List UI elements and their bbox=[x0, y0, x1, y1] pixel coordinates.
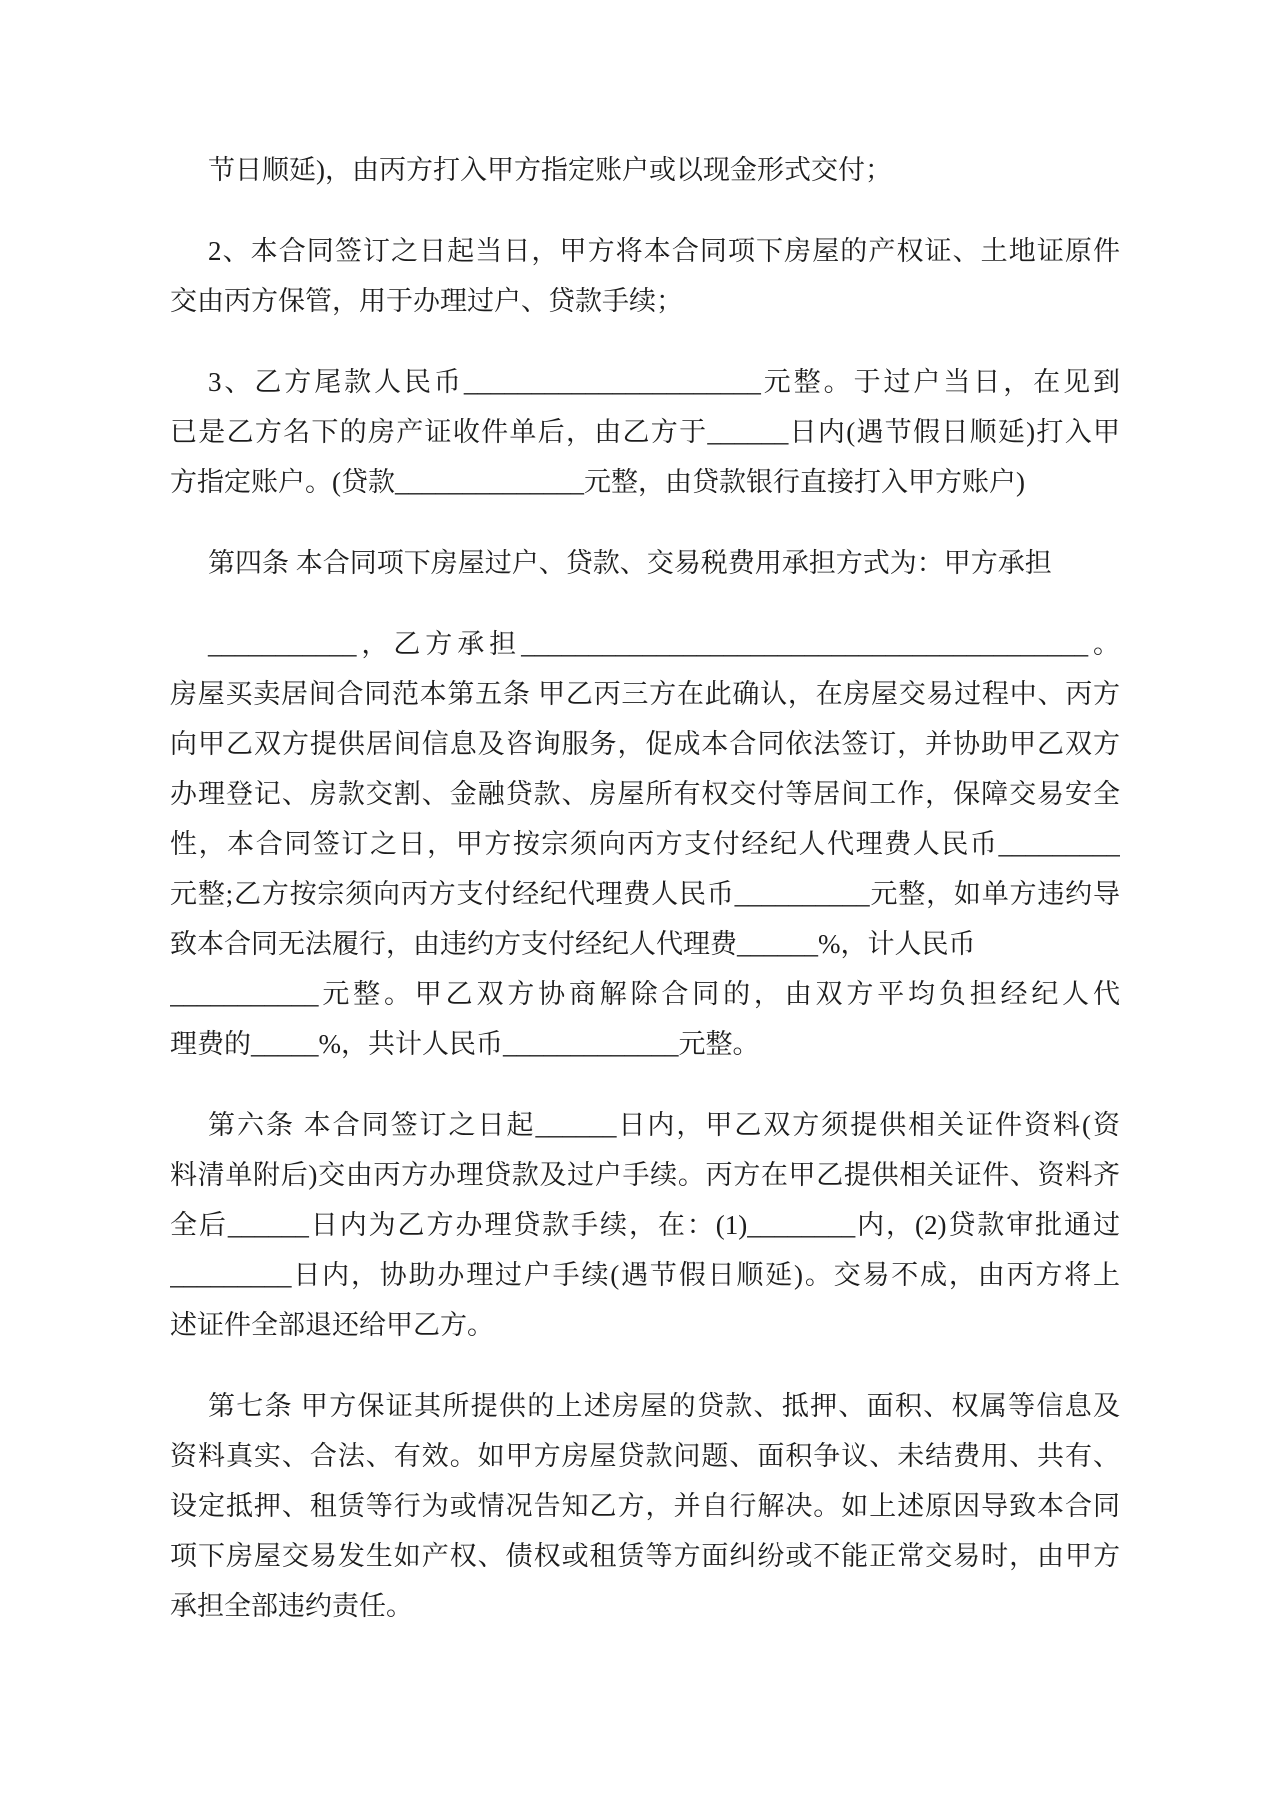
text-line: 致本合同无法履行，由违约方支付经纪人代理费______%，计人民币 bbox=[170, 929, 976, 959]
text-line: ___________，乙方承担__________________________________________。 bbox=[208, 629, 1120, 659]
text-line: 设定抵押、租赁等行为或情况告知乙方，并自行解决。如上述原因导致本合同 bbox=[170, 1491, 1120, 1521]
text-line: 第七条 甲方保证其所提供的上述房屋的贷款、抵押、面积、权属等信息及 bbox=[208, 1391, 1120, 1421]
text-line: ___________元整。甲乙双方协商解除合同的，由双方平均负担经纪人代 bbox=[170, 979, 1120, 1009]
contract-text-body bbox=[170, 145, 1120, 1662]
paragraph bbox=[170, 538, 1120, 588]
text-line: 项下房屋交易发生如产权、债权或租赁等方面纠纷或不能正常交易时，由甲方 bbox=[170, 1541, 1120, 1571]
text-line: 2、本合同签订之日起当日，甲方将本合同项下房屋的产权证、土地证原件 bbox=[208, 236, 1120, 266]
text-line: 交由丙方保管，用于办理过户、贷款手续； bbox=[170, 286, 683, 316]
text-line: 方指定账户。(贷款______________元整，由贷款银行直接打入甲方账户) bbox=[170, 467, 1025, 497]
text-line: 向甲乙双方提供居间信息及咨询服务，促成本合同依法签订，并协助甲乙双方 bbox=[170, 729, 1120, 759]
paragraph bbox=[170, 145, 1120, 195]
text-line: 已是乙方名下的房产证收件单后，由乙方于______日内(遇节假日顺延)打入甲 bbox=[170, 417, 1120, 447]
text-line: 资料真实、合法、有效。如甲方房屋贷款问题、面积争议、未结费用、共有、 bbox=[170, 1441, 1120, 1471]
text-line: 办理登记、房款交割、金融贷款、房屋所有权交付等居间工作，保障交易安全 bbox=[170, 779, 1120, 809]
paragraph bbox=[170, 619, 1120, 1069]
text-line: 性，本合同签订之日，甲方按宗须向丙方支付经纪人代理费人民币_________ bbox=[170, 829, 1120, 859]
text-line: _________日内，协助办理过户手续(遇节假日顺延)。交易不成，由丙方将上 bbox=[170, 1260, 1120, 1290]
text-line: 房屋买卖居间合同范本第五条 甲乙丙三方在此确认，在房屋交易过程中、丙方 bbox=[170, 679, 1120, 709]
paragraph bbox=[170, 357, 1120, 507]
text-line: 理费的_____%，共计人民币_____________元整。 bbox=[170, 1029, 760, 1059]
paragraph bbox=[170, 1381, 1120, 1631]
paragraph bbox=[170, 226, 1120, 326]
text-line: 第四条 本合同项下房屋过户、贷款、交易税费用承担方式为：甲方承担 bbox=[208, 548, 1052, 578]
text-line: 料清单附后)交由丙方办理贷款及过户手续。丙方在甲乙提供相关证件、资料齐 bbox=[170, 1160, 1120, 1190]
text-line: 第六条 本合同签订之日起______日内，甲乙双方须提供相关证件资料(资 bbox=[208, 1110, 1120, 1140]
paragraph bbox=[170, 1100, 1120, 1350]
text-line: 述证件全部退还给甲乙方。 bbox=[170, 1310, 494, 1340]
text-line: 元整;乙方按宗须向丙方支付经纪代理费人民币__________元整，如单方违约导 bbox=[170, 879, 1120, 909]
text-line: 承担全部违约责任。 bbox=[170, 1591, 413, 1621]
text-line: 节日顺延)，由丙方打入甲方指定账户或以现金形式交付； bbox=[208, 155, 892, 185]
text-line: 3、乙方尾款人民币______________________元整。于过户当日，在见到 bbox=[208, 367, 1120, 397]
text-line: 全后______日内为乙方办理贷款手续，在：(1)________内，(2)贷款审批通过 bbox=[170, 1210, 1120, 1240]
